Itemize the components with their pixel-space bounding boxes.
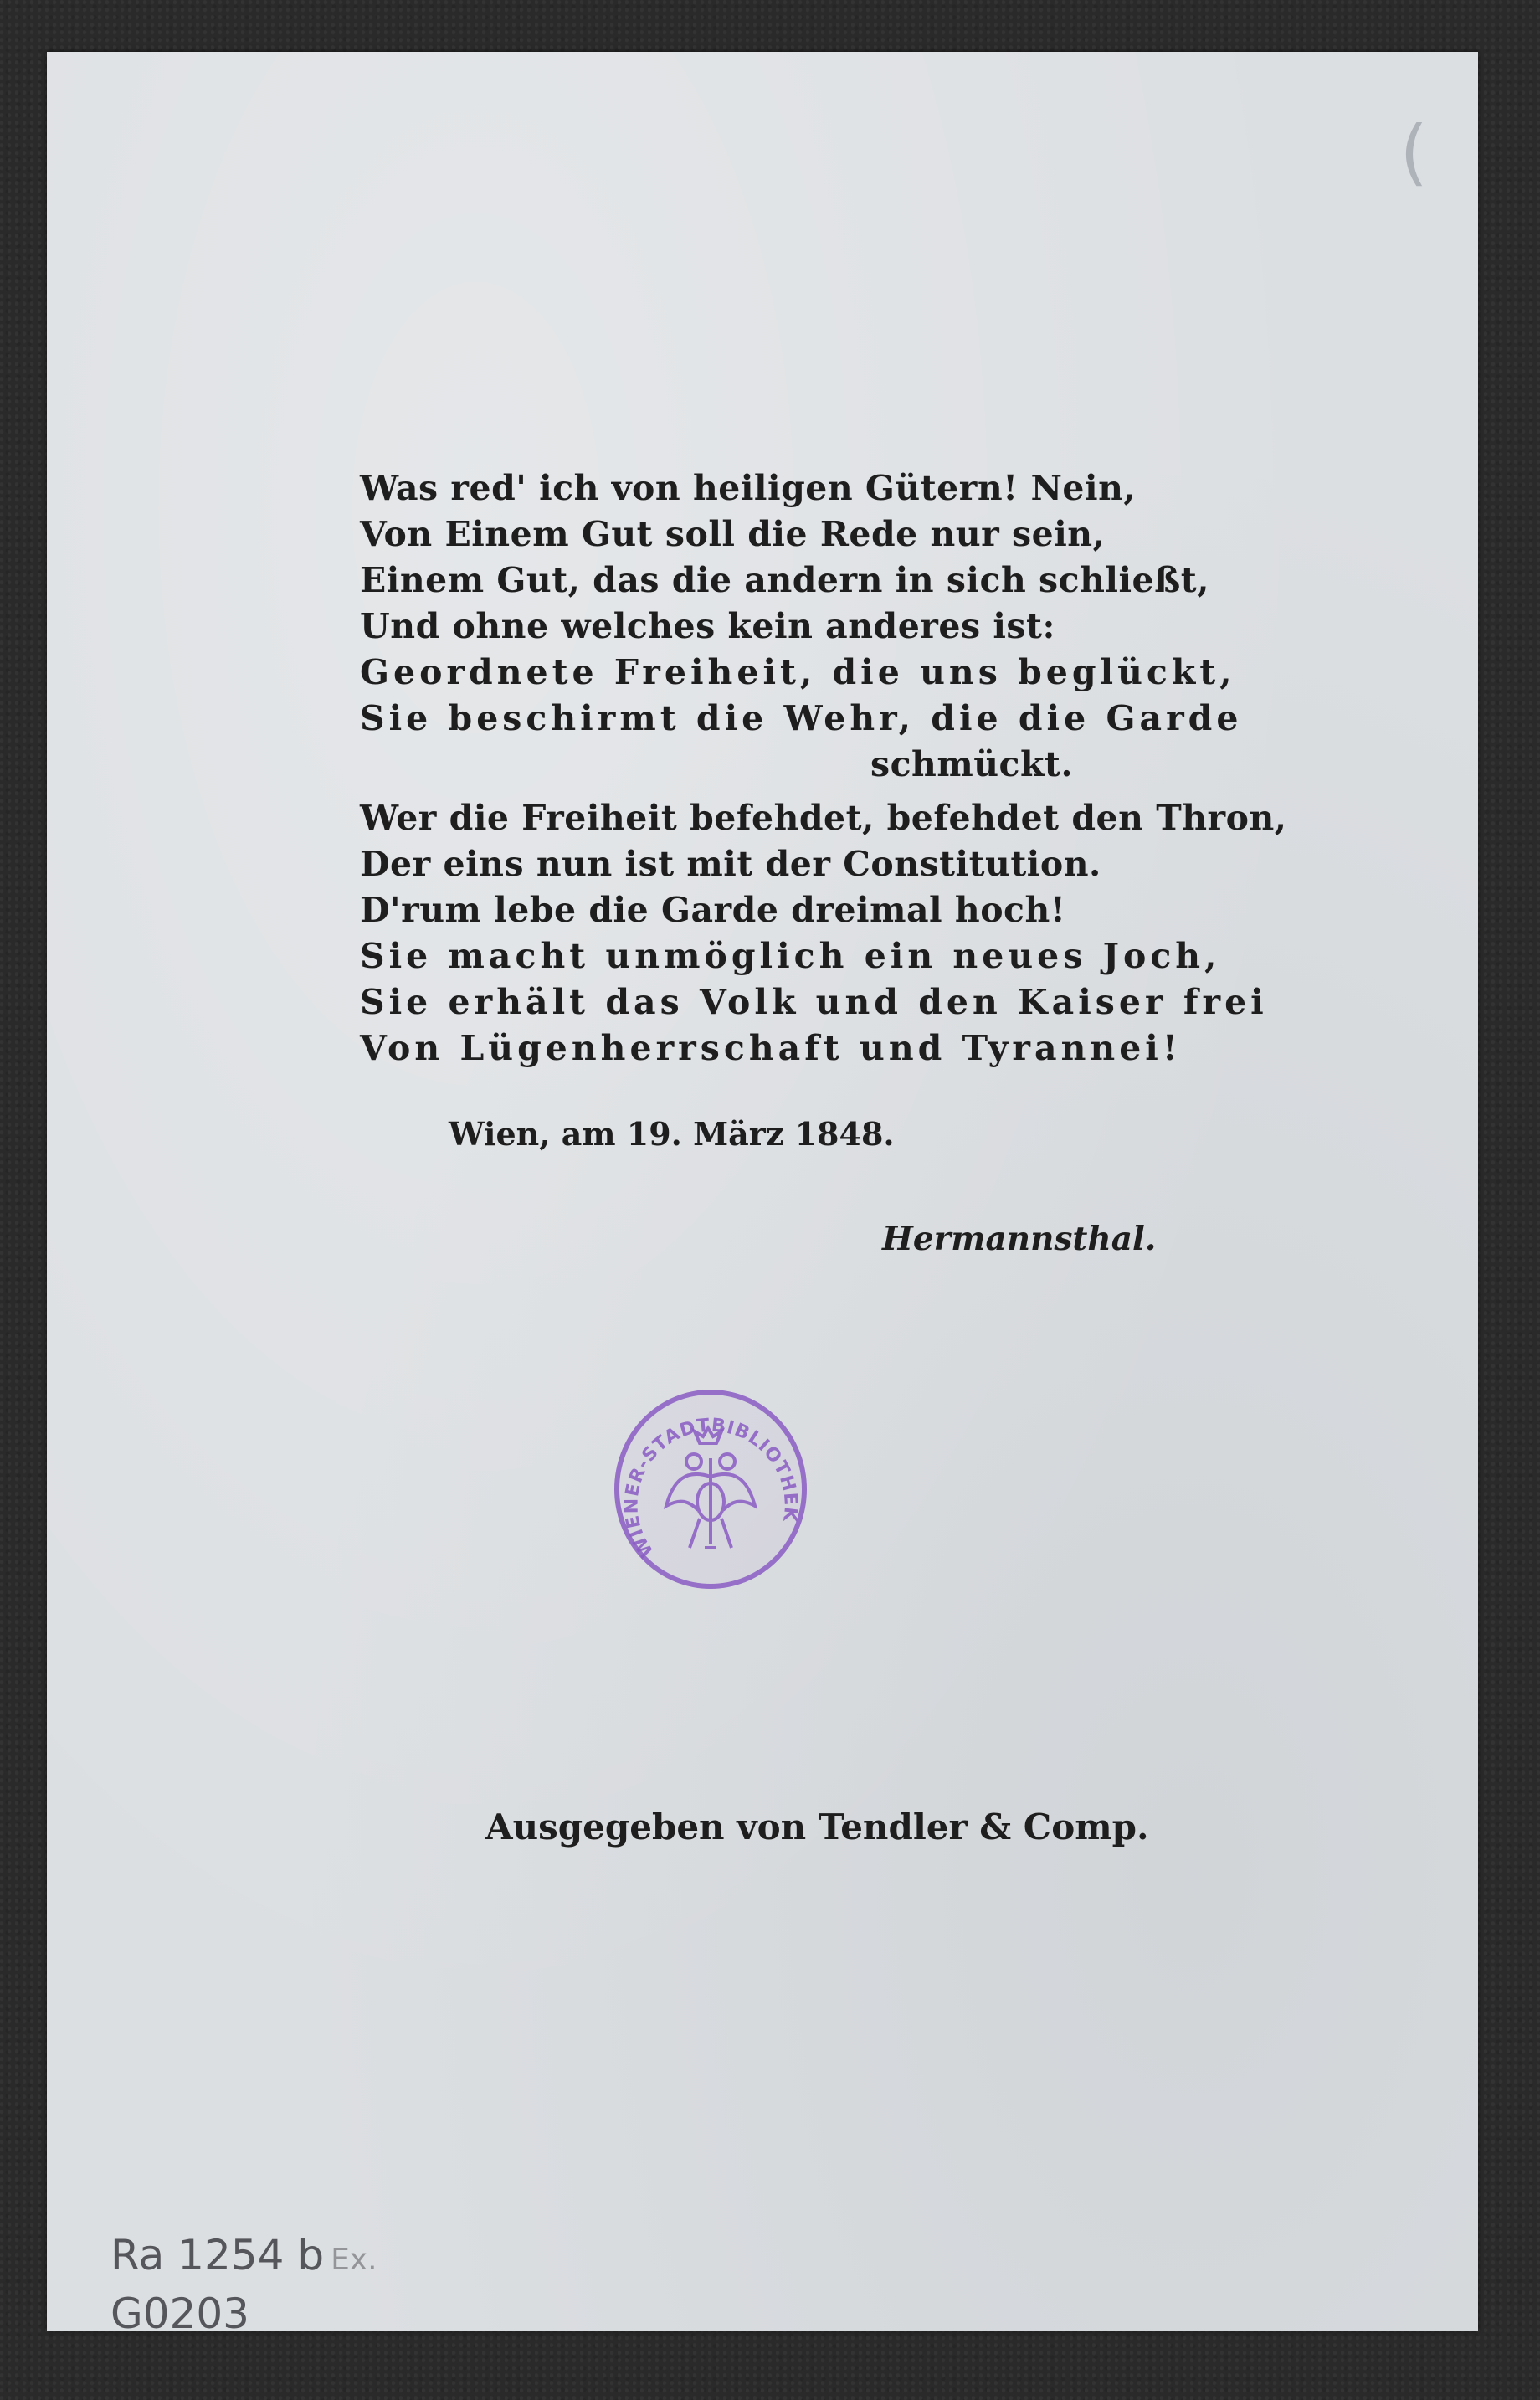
shelfmark-extra: Ex. (331, 2243, 377, 2277)
poem-stanza-1 (360, 465, 1242, 788)
stamp-text: WIENER-STADTBIBLIOTHEK (621, 1415, 801, 1561)
poem-line: Von Lügenherrschaft und Tyrannei! (360, 1028, 1182, 1068)
poem-line: Was red' ich von heiligen Gütern! Nein, (360, 468, 1137, 508)
poem-line: Sie beschirmt die Wehr, die die Garde (360, 698, 1243, 738)
poem-line-continuation: schmückt. (870, 744, 1074, 784)
poem-line: Von Einem Gut soll die Rede nur sein, (360, 514, 1106, 554)
date-line: Wien, am 19. März 1848. (449, 1115, 895, 1153)
poem-line: Einem Gut, das die andern in sich schließt, (360, 560, 1210, 600)
poem-line: Sie erhält das Volk und den Kaiser frei (360, 982, 1268, 1022)
poem-stanza-2 (360, 795, 1287, 1072)
edge-letter-fragment: ( (1399, 110, 1428, 194)
poem-line: Der eins nun ist mit der Constitution. (360, 844, 1101, 884)
handwritten-shelfmark (110, 2228, 377, 2341)
shelfmark-line-1: Ra 1254 b (110, 2231, 325, 2279)
poem-line: Wer die Freiheit befehdet, befehdet den Thron, (360, 798, 1287, 838)
poem-line: Und ohne welches kein anderes ist: (360, 606, 1056, 646)
publisher-line: Ausgegeben von Tendler & Comp. (485, 1806, 1149, 1848)
poem-line: D'rum lebe die Garde dreimal hoch! (360, 890, 1066, 930)
author-signature: Hermannsthal. (882, 1220, 1157, 1258)
poem-line: Geordnete Freiheit, die uns beglückt, (360, 652, 1236, 692)
library-stamp (606, 1385, 815, 1594)
document-sheet (47, 52, 1478, 2338)
shelfmark-line-2: G0203 (110, 2290, 249, 2338)
poem-line: Sie macht unmöglich ein neues Joch, (360, 936, 1221, 976)
